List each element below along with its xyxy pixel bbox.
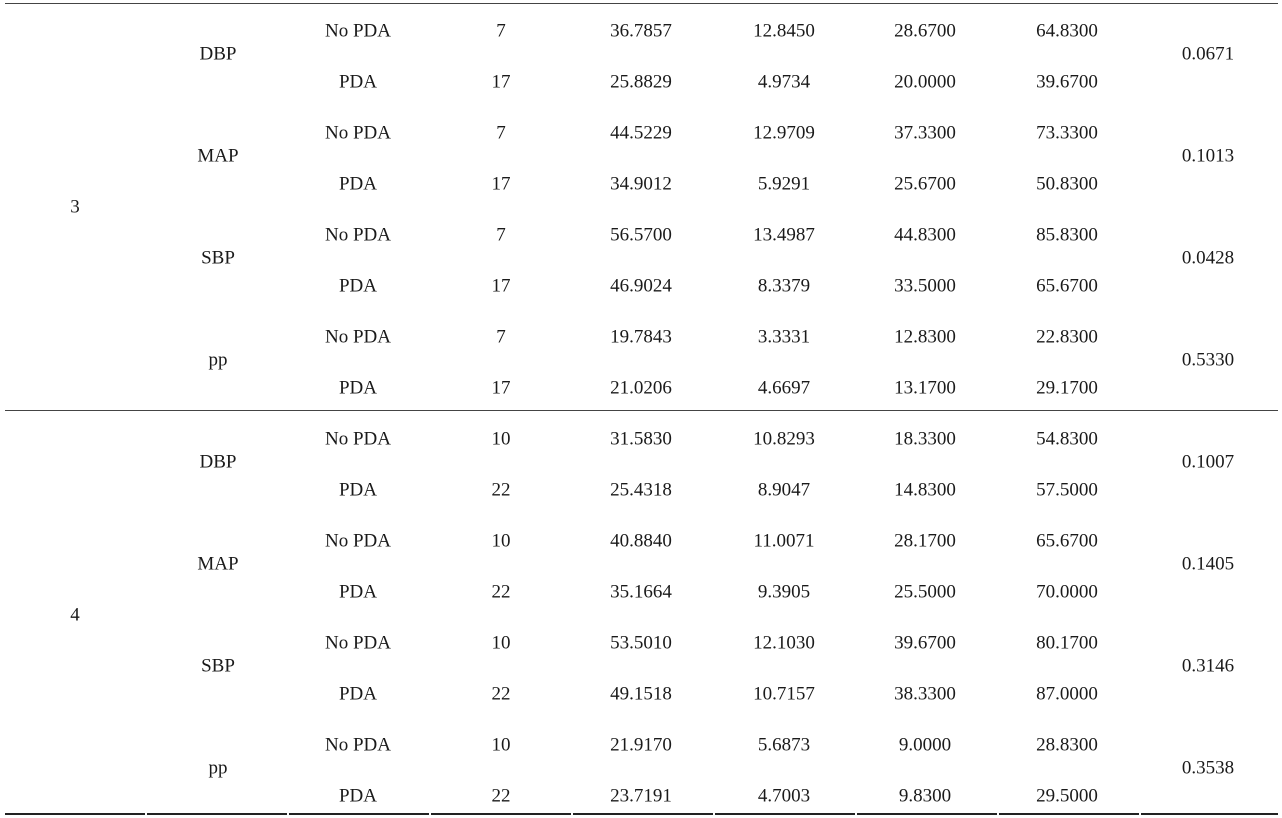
mean-cell: 35.1664 (610, 581, 672, 602)
group-separator-rule (5, 410, 1278, 411)
pda-status-cell: PDA (338, 581, 378, 602)
n-cell: 10 (491, 734, 511, 755)
n-cell: 17 (491, 377, 511, 398)
group-label: 3 (70, 196, 80, 218)
n-cell: 7 (496, 20, 506, 41)
sd-cell: 5.6873 (757, 734, 811, 755)
min-cell: 28.6700 (894, 20, 956, 41)
max-cell: 65.6700 (1036, 275, 1098, 296)
bottom-rule-segment (1141, 813, 1278, 815)
group-label: 4 (70, 604, 80, 626)
pda-status-cell: PDA (338, 173, 378, 194)
n-cell: 7 (496, 224, 506, 245)
sd-cell: 11.0071 (753, 530, 815, 551)
min-cell: 38.3300 (894, 683, 956, 704)
n-cell: 17 (491, 275, 511, 296)
min-cell: 20.0000 (894, 71, 956, 92)
pda-status-cell: PDA (338, 275, 378, 296)
max-cell: 54.8300 (1036, 428, 1098, 449)
sd-cell: 8.9047 (757, 479, 811, 500)
measure-label: MAP (197, 145, 239, 167)
mean-cell: 36.7857 (610, 20, 672, 41)
max-cell: 85.8300 (1036, 224, 1098, 245)
mean-cell: 21.0206 (610, 377, 672, 398)
n-cell: 10 (491, 428, 511, 449)
bottom-rule-segment (999, 813, 1139, 815)
measure-label: DBP (199, 451, 237, 473)
max-cell: 65.6700 (1036, 530, 1098, 551)
sd-cell: 12.9709 (753, 122, 815, 143)
bottom-rule-segment (573, 813, 713, 815)
measure-label: SBP (201, 655, 235, 677)
sd-cell: 4.7003 (757, 785, 811, 806)
bottom-rule-segment (289, 813, 429, 815)
bottom-rule-segment (5, 813, 145, 815)
max-cell: 39.6700 (1036, 71, 1098, 92)
min-cell: 13.1700 (894, 377, 956, 398)
pda-status-cell: PDA (338, 377, 378, 398)
mean-cell: 34.9012 (610, 173, 672, 194)
min-cell: 12.8300 (894, 326, 956, 347)
n-cell: 17 (491, 173, 511, 194)
mean-cell: 23.7191 (610, 785, 672, 806)
pda-status-cell: No PDA (325, 20, 391, 41)
min-cell: 18.3300 (894, 428, 956, 449)
max-cell: 70.0000 (1036, 581, 1098, 602)
n-cell: 22 (491, 479, 511, 500)
pda-status-cell: PDA (338, 71, 378, 92)
pda-status-cell: No PDA (325, 632, 391, 653)
min-cell: 9.0000 (898, 734, 952, 755)
sd-cell: 4.9734 (757, 71, 811, 92)
mean-cell: 49.1518 (610, 683, 672, 704)
measure-label: SBP (201, 247, 235, 269)
mean-cell: 40.8840 (610, 530, 672, 551)
p-value-cell: 0.0428 (1181, 247, 1235, 269)
min-cell: 33.5000 (894, 275, 956, 296)
top-rule (5, 3, 1278, 4)
mean-cell: 56.5700 (610, 224, 672, 245)
mean-cell: 25.4318 (610, 479, 672, 500)
mean-cell: 53.5010 (610, 632, 672, 653)
bottom-rule-segment (715, 813, 855, 815)
min-cell: 28.1700 (894, 530, 956, 551)
min-cell: 14.8300 (894, 479, 956, 500)
bottom-rule (0, 813, 1282, 815)
sd-cell: 3.3331 (757, 326, 811, 347)
mean-cell: 19.7843 (610, 326, 672, 347)
min-cell: 25.5000 (894, 581, 956, 602)
max-cell: 73.3300 (1036, 122, 1098, 143)
min-cell: 44.8300 (894, 224, 956, 245)
pda-status-cell: PDA (338, 785, 378, 806)
mean-cell: 46.9024 (610, 275, 672, 296)
p-value-cell: 0.3146 (1181, 655, 1235, 677)
max-cell: 22.8300 (1036, 326, 1098, 347)
pda-status-cell: PDA (338, 683, 378, 704)
min-cell: 37.3300 (894, 122, 956, 143)
sd-cell: 5.9291 (757, 173, 811, 194)
max-cell: 87.0000 (1036, 683, 1098, 704)
max-cell: 57.5000 (1036, 479, 1098, 500)
n-cell: 17 (491, 71, 511, 92)
p-value-cell: 0.1007 (1181, 451, 1235, 473)
pda-status-cell: No PDA (325, 530, 391, 551)
sd-cell: 10.8293 (753, 428, 815, 449)
n-cell: 22 (491, 581, 511, 602)
p-value-cell: 0.1405 (1181, 553, 1235, 575)
bottom-rule-segment (857, 813, 997, 815)
p-value-cell: 0.0671 (1181, 43, 1235, 65)
n-cell: 22 (491, 785, 511, 806)
measure-label: DBP (199, 43, 237, 65)
max-cell: 28.8300 (1036, 734, 1098, 755)
max-cell: 80.1700 (1036, 632, 1098, 653)
n-cell: 7 (496, 122, 506, 143)
n-cell: 7 (496, 326, 506, 347)
p-value-cell: 0.5330 (1181, 349, 1235, 371)
pda-status-cell: PDA (338, 479, 378, 500)
bottom-rule-segment (431, 813, 571, 815)
sd-cell: 4.6697 (757, 377, 811, 398)
mean-cell: 44.5229 (610, 122, 672, 143)
n-cell: 10 (491, 632, 511, 653)
pda-status-cell: No PDA (325, 428, 391, 449)
measure-label: MAP (197, 553, 239, 575)
min-cell: 9.8300 (898, 785, 952, 806)
mean-cell: 21.9170 (610, 734, 672, 755)
p-value-cell: 0.3538 (1181, 757, 1235, 779)
mean-cell: 25.8829 (610, 71, 672, 92)
min-cell: 25.6700 (894, 173, 956, 194)
sd-cell: 9.3905 (757, 581, 811, 602)
measure-label: pp (208, 757, 228, 779)
n-cell: 10 (491, 530, 511, 551)
n-cell: 22 (491, 683, 511, 704)
pda-status-cell: No PDA (325, 224, 391, 245)
bottom-rule-segment (147, 813, 287, 815)
pda-status-cell: No PDA (325, 734, 391, 755)
max-cell: 29.5000 (1036, 785, 1098, 806)
max-cell: 29.1700 (1036, 377, 1098, 398)
sd-cell: 10.7157 (753, 683, 815, 704)
sd-cell: 8.3379 (757, 275, 811, 296)
pda-status-cell: No PDA (325, 122, 391, 143)
sd-cell: 12.1030 (753, 632, 815, 653)
sd-cell: 13.4987 (753, 224, 815, 245)
max-cell: 64.8300 (1036, 20, 1098, 41)
max-cell: 50.8300 (1036, 173, 1098, 194)
sd-cell: 12.8450 (753, 20, 815, 41)
min-cell: 39.6700 (894, 632, 956, 653)
p-value-cell: 0.1013 (1181, 145, 1235, 167)
measure-label: pp (208, 349, 228, 371)
pda-status-cell: No PDA (325, 326, 391, 347)
mean-cell: 31.5830 (610, 428, 672, 449)
